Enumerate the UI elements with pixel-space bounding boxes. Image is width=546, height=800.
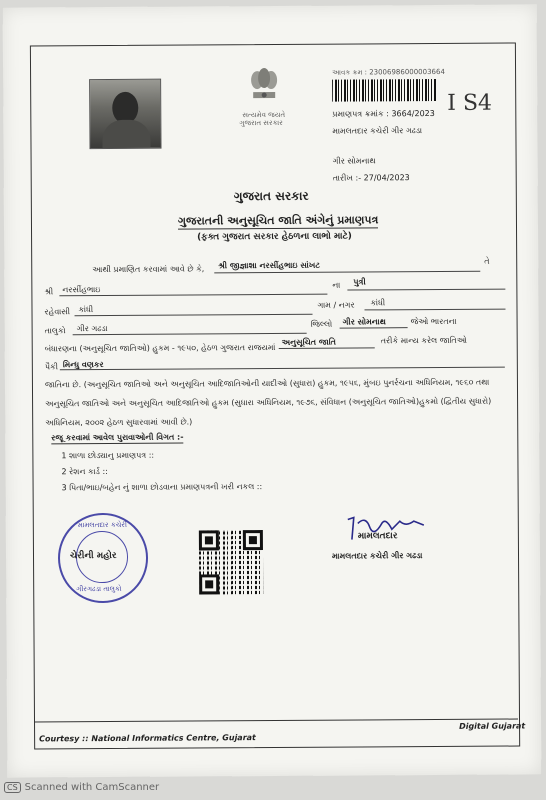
evidence-item-3: 3 પિતા/ભાઇ/બહેન નું શાળા છોડવાના પ્રમાણપત્રની ખરી નકલ ::	[61, 482, 263, 493]
village-label: ગામ / નગર	[317, 300, 355, 310]
issuing-office: મામલતદાર કચેરી ગીર ગઢડા	[332, 126, 423, 136]
village-value: કાંધી	[370, 298, 386, 308]
evidence-heading: રજૂ કરવામાં આવેલ પુરાવાઓની વિગત :-	[51, 432, 184, 443]
certificate-paper	[3, 4, 542, 777]
government-title: ગુજરાત સરકાર	[233, 188, 309, 204]
taluka-label: તાલુકો	[44, 326, 66, 336]
signatory-office: મામલતદાર કચેરી ગીર ગઢડા	[331, 551, 423, 561]
legal-paragraph: જાતિના છે. (અનુસૂચિત જાતિઓ અને અનુસૂચિત આદિજાતિઓની યાદીઓ (સુધારા) હુકમ, ૧૯૫૬, મુંબઇ પુનર્રચના અધિનિયમ, ૧૯૬૦ તથા અનુસૂચિત જાતિઓ અને અનુસૂચિત આદિજાતિઓ હુકમ (સુધારા અધિનિયમ, ૧૯૭૬, સંવિધાન (અનુસૂચિત જાતિઓ)હુકમો (દ્વિતીય સુધારો) અધિનિયમ, ૨૦૦૨ હેઠળ સુધારવામાં આવી છે.)	[44, 377, 492, 428]
subcaste-prefix: પૈકી	[44, 362, 59, 372]
issue-date	[333, 173, 410, 183]
barcode	[332, 79, 436, 102]
footer-brand: Digital Gujarat	[459, 721, 526, 731]
qr-code	[199, 530, 263, 594]
seal-text-bottom: ગીરગઢડા તાલુકો	[76, 584, 122, 594]
father-prefix: શ્રી	[44, 287, 54, 297]
certify-prefix: આથી પ્રમાણિત કરવામાં આવે છે કે,	[92, 264, 205, 275]
emblem-motto: સત્યમેવ જયતે	[242, 110, 286, 120]
certificate-number	[332, 109, 435, 120]
subcaste-value: મિન્ધુ વણકર	[62, 360, 104, 370]
certificate-subtitle: (ફક્ત ગુજરાત સરકાર હેઠળના લાભો માટે)	[197, 231, 352, 243]
state-emblem-icon	[239, 62, 289, 112]
evidence-item-1: 1 શાળા છોડ્યાનુ પ્રમાણપત્ર ::	[61, 450, 155, 461]
resident-value: કાંધી	[78, 305, 94, 315]
district-value: ગીર સોમનાથ	[342, 317, 386, 327]
seal-text-top: મામલતદાર કચેરી	[77, 520, 128, 530]
handwritten-number: I S4	[447, 90, 493, 116]
applicant-name: શ્રી જીજ્ઞાશા નરસીંહભાઇ સાંખટ	[218, 260, 321, 271]
barcode-label: આવક ક્રમ : 230069860000036​64	[332, 67, 445, 77]
scanner-text: Scanned with CamScanner	[24, 782, 160, 793]
district-label: જિલ્લો	[310, 319, 333, 329]
cert-no-value: 3664/2023	[391, 109, 435, 119]
signatory-designation: મામલતદાર	[357, 531, 398, 542]
camscanner-logo-icon: CS	[4, 782, 21, 793]
evidence-item-2: 2 રેશન કાર્ડ ::	[61, 467, 108, 477]
cert-no-label: પ્રમાણપત્ર ક્રમાંક :	[332, 109, 392, 119]
date-label: તારીખ :-	[332, 173, 364, 183]
state-suffix: જેઓ ભારતના	[410, 316, 457, 327]
seal-text-center: ચેરીની મહોર	[69, 550, 117, 562]
office-seal	[58, 513, 149, 604]
taluka-value: ગીર ગઢડા	[76, 324, 108, 334]
relation-label: ના	[332, 280, 341, 290]
date-value: 27/04/2023	[363, 173, 410, 183]
order-suffix: તરીકે માન્ય કરેલ જાતિઓ	[380, 335, 467, 346]
emblem-caption: ગુજરાત સરકાર	[239, 118, 283, 128]
certify-suffix: તે	[484, 256, 490, 266]
place: ગીર સોમનાથ	[332, 156, 376, 166]
scanner-watermark	[4, 782, 159, 793]
father-name: નરસીંહભાઇ	[62, 285, 101, 295]
applicant-photo	[89, 79, 161, 149]
footer-courtesy: Courtesy :: National Informatics Centre, Gujarat	[39, 733, 256, 744]
order-text: બંધારણના (અનુસૂચિત જાતિઓ) હુકમ - ૧૯૫૦, હેઠળ ગુજરાત રાજયમાં	[44, 342, 276, 354]
relation-value: પુત્રી	[353, 277, 366, 287]
resident-label: રહેવાસી	[44, 307, 71, 317]
certificate-title: ગુજરાતની અનુસૂચિત જાતિ અંગેનું પ્રમાણપત્ર	[177, 213, 379, 228]
caste-type: અનુસૂચિત જાતિ	[281, 337, 336, 347]
